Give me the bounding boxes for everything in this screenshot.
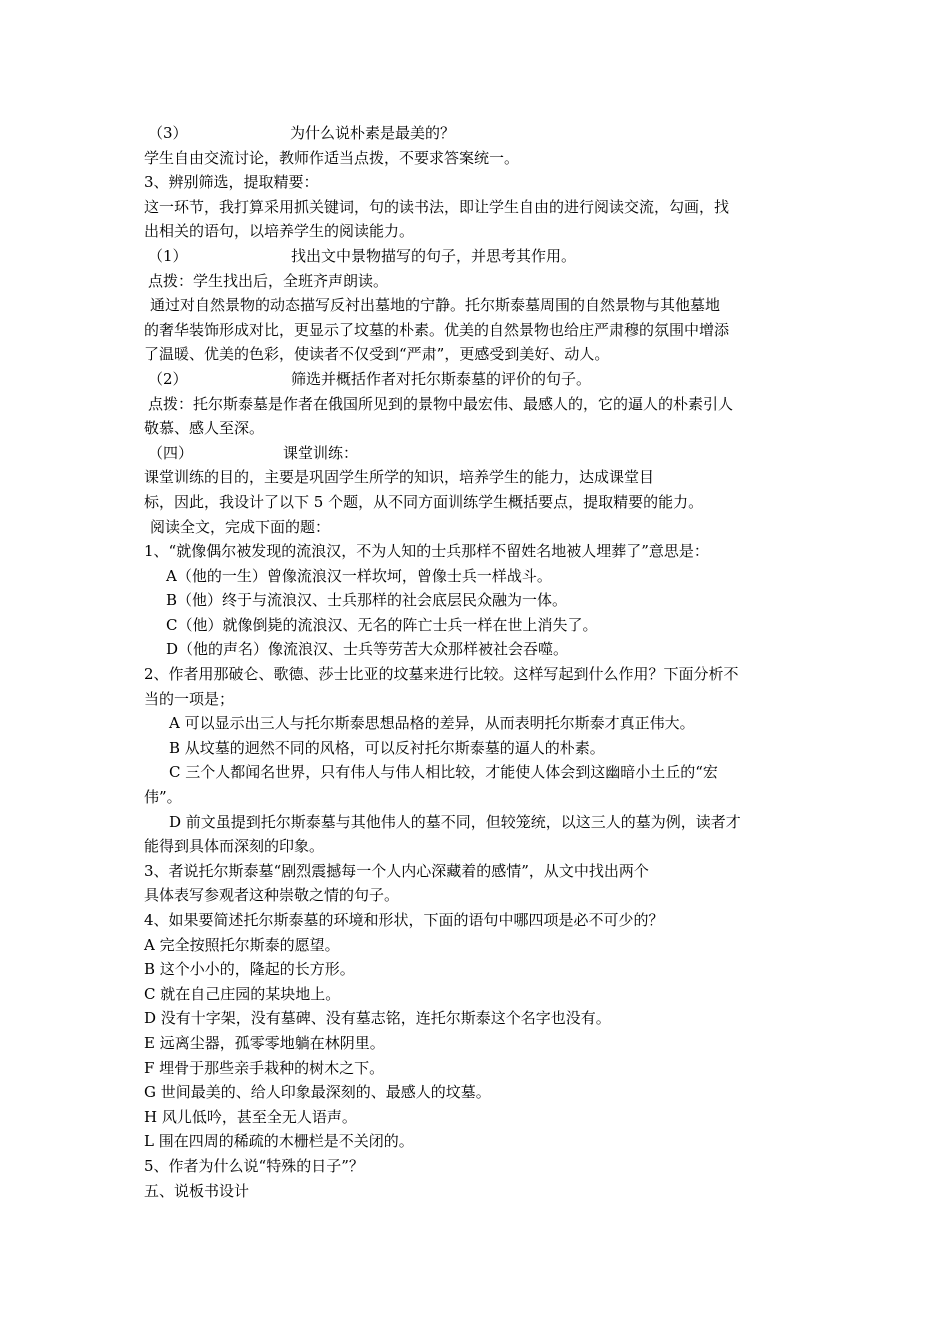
option-line: C 就在自己庄园的某块地上。	[144, 984, 341, 1003]
option-line: B 从坟墓的迥然不同的风格，可以反衬托尔斯泰墓的逼人的朴素。	[169, 738, 605, 757]
item-label: （2）	[148, 369, 188, 388]
option-line: A 完全按照托尔斯泰的愿望。	[144, 935, 340, 954]
paragraph-line: 的奢华装饰形成对比，更显示了坟墓的朴素。优美的自然景物也给庄严肃穆的氛围中增添	[144, 320, 730, 339]
paragraph-line: 敬慕、感人至深。	[144, 419, 265, 438]
paragraph-line: 通过对自然景物的动态描写反衬出墓地的宁静。托尔斯泰墓周围的自然景物与其他墓地	[150, 296, 721, 315]
question-4: 4、如果要简述托尔斯泰墓的环境和形状，下面的语句中哪四项是必不可少的？	[144, 911, 664, 929]
option-line: E 远离尘器，孤零零地躺在林阴里。	[144, 1033, 385, 1052]
item-text: 筛选并概括作者对托尔斯泰墓的评价的句子。	[291, 369, 592, 388]
option-line: D 没有十字架，没有墓碑、没有墓志铭，连托尔斯泰这个名字也没有。	[144, 1009, 611, 1028]
option-line: H 风儿低吟，甚至全无人语声。	[144, 1107, 357, 1126]
section-heading: 五、说板书设计	[144, 1181, 250, 1200]
instruction-line: 阅读全文，完成下面的题：	[150, 517, 331, 536]
item-label: （四）	[148, 443, 194, 462]
option-line: D（他的声名）像流浪汉、士兵等劳苦大众那样被社会吞噬。	[166, 640, 569, 659]
section-heading: 3、辨别筛选，提取精要：	[144, 173, 319, 192]
document-page	[144, 121, 814, 1203]
paragraph-line: 学生自由交流讨论，教师作适当点拨，不要求答案统一。	[144, 148, 520, 167]
option-line: B（他）终于与流浪汉、士兵那样的社会底层民众融为一体。	[166, 591, 568, 610]
option-line: G 世间最美的、给人印象最深刻的、最感人的坟墓。	[144, 1083, 491, 1102]
option-line: B 这个小小的，隆起的长方形。	[144, 960, 355, 979]
task-2-line	[144, 367, 814, 392]
hint-line: 点拨：学生找出后，全班齐声朗读。	[148, 271, 389, 290]
option-line: A 可以显示出三人与托尔斯泰思想品格的差异，从而表明托尔斯泰才真正伟大。	[169, 714, 695, 733]
option-line: A（他的一生）曾像流浪汉一样坎坷，曾像士兵一样战斗。	[166, 566, 552, 585]
paragraph-line: 课堂训练的目的，主要是巩固学生所学的知识，培养学生的能力，达成课堂目	[144, 468, 655, 487]
option-line: L 围在四周的稀疏的木栅栏是不关闭的。	[144, 1132, 414, 1151]
paragraph-line: 这一环节，我打算采用抓关键词，句的读书法，即让学生自由的进行阅读交流，勾画，找	[144, 197, 730, 216]
option-line: F 埋骨于那些亲手栽种的树木之下。	[144, 1058, 385, 1077]
task-1-line	[144, 244, 814, 269]
paragraph-line: 了温暖、优美的色彩，使读者不仅受到“严肃”，更感受到美好、动人。	[144, 345, 610, 364]
question-1: 1、“就像偶尔被发现的流浪汉，不为人知的士兵那样不留姓名地被人埋葬了”意思是：	[144, 542, 709, 561]
paragraph-line: 标，因此，我设计了以下 5 个题，从不同方面训练学生概括要点，提取精要的能力。	[144, 492, 704, 511]
question-3: 3、者说托尔斯泰墓“剧烈震撼每一个人内心深藏着的感情”，从文中找出两个	[144, 861, 649, 880]
item-text: 为什么说朴素是最美的？	[290, 124, 456, 142]
option-line: C（他）就像倒毙的流浪汉、无名的阵亡士兵一样在世上消失了。	[166, 615, 598, 634]
section-4-line	[144, 441, 814, 466]
paragraph-line: 出相关的语句，以培养学生的阅读能力。	[144, 222, 415, 241]
item-text: 课堂训练：	[283, 443, 359, 462]
question-5: 5、作者为什么说“特殊的日子”？	[144, 1156, 364, 1175]
option-line: D 前文虽提到托尔斯泰墓与其他伟人的墓不同，但较笼统，以这三人的墓为例，读者才	[169, 812, 741, 831]
option-line: C 三个人都闻名世界，只有伟人与伟人相比较，才能使人体会到这幽暗小土丘的“宏	[169, 763, 718, 782]
hint-line: 点拨：托尔斯泰墓是作者在俄国所见到的景物中最宏伟、最感人的，它的逼人的朴素引人	[148, 394, 734, 413]
option-line-cont: 能得到具体而深刻的印象。	[144, 837, 325, 856]
question-2-cont: 当的一项是；	[144, 689, 235, 708]
option-line-cont: 伟”。	[144, 788, 182, 807]
item-label: （1）	[148, 246, 188, 265]
question-3-line	[144, 121, 814, 146]
question-2: 2、作者用那破仑、歌德、莎士比亚的坟墓来进行比较。这样写起到什么作用？下面分析不	[144, 665, 739, 684]
item-label: （3）	[148, 124, 188, 142]
item-text: 找出文中景物描写的句子，并思考其作用。	[291, 246, 577, 265]
question-3-cont: 具体表写参观者这种崇敬之情的句子。	[144, 886, 400, 905]
